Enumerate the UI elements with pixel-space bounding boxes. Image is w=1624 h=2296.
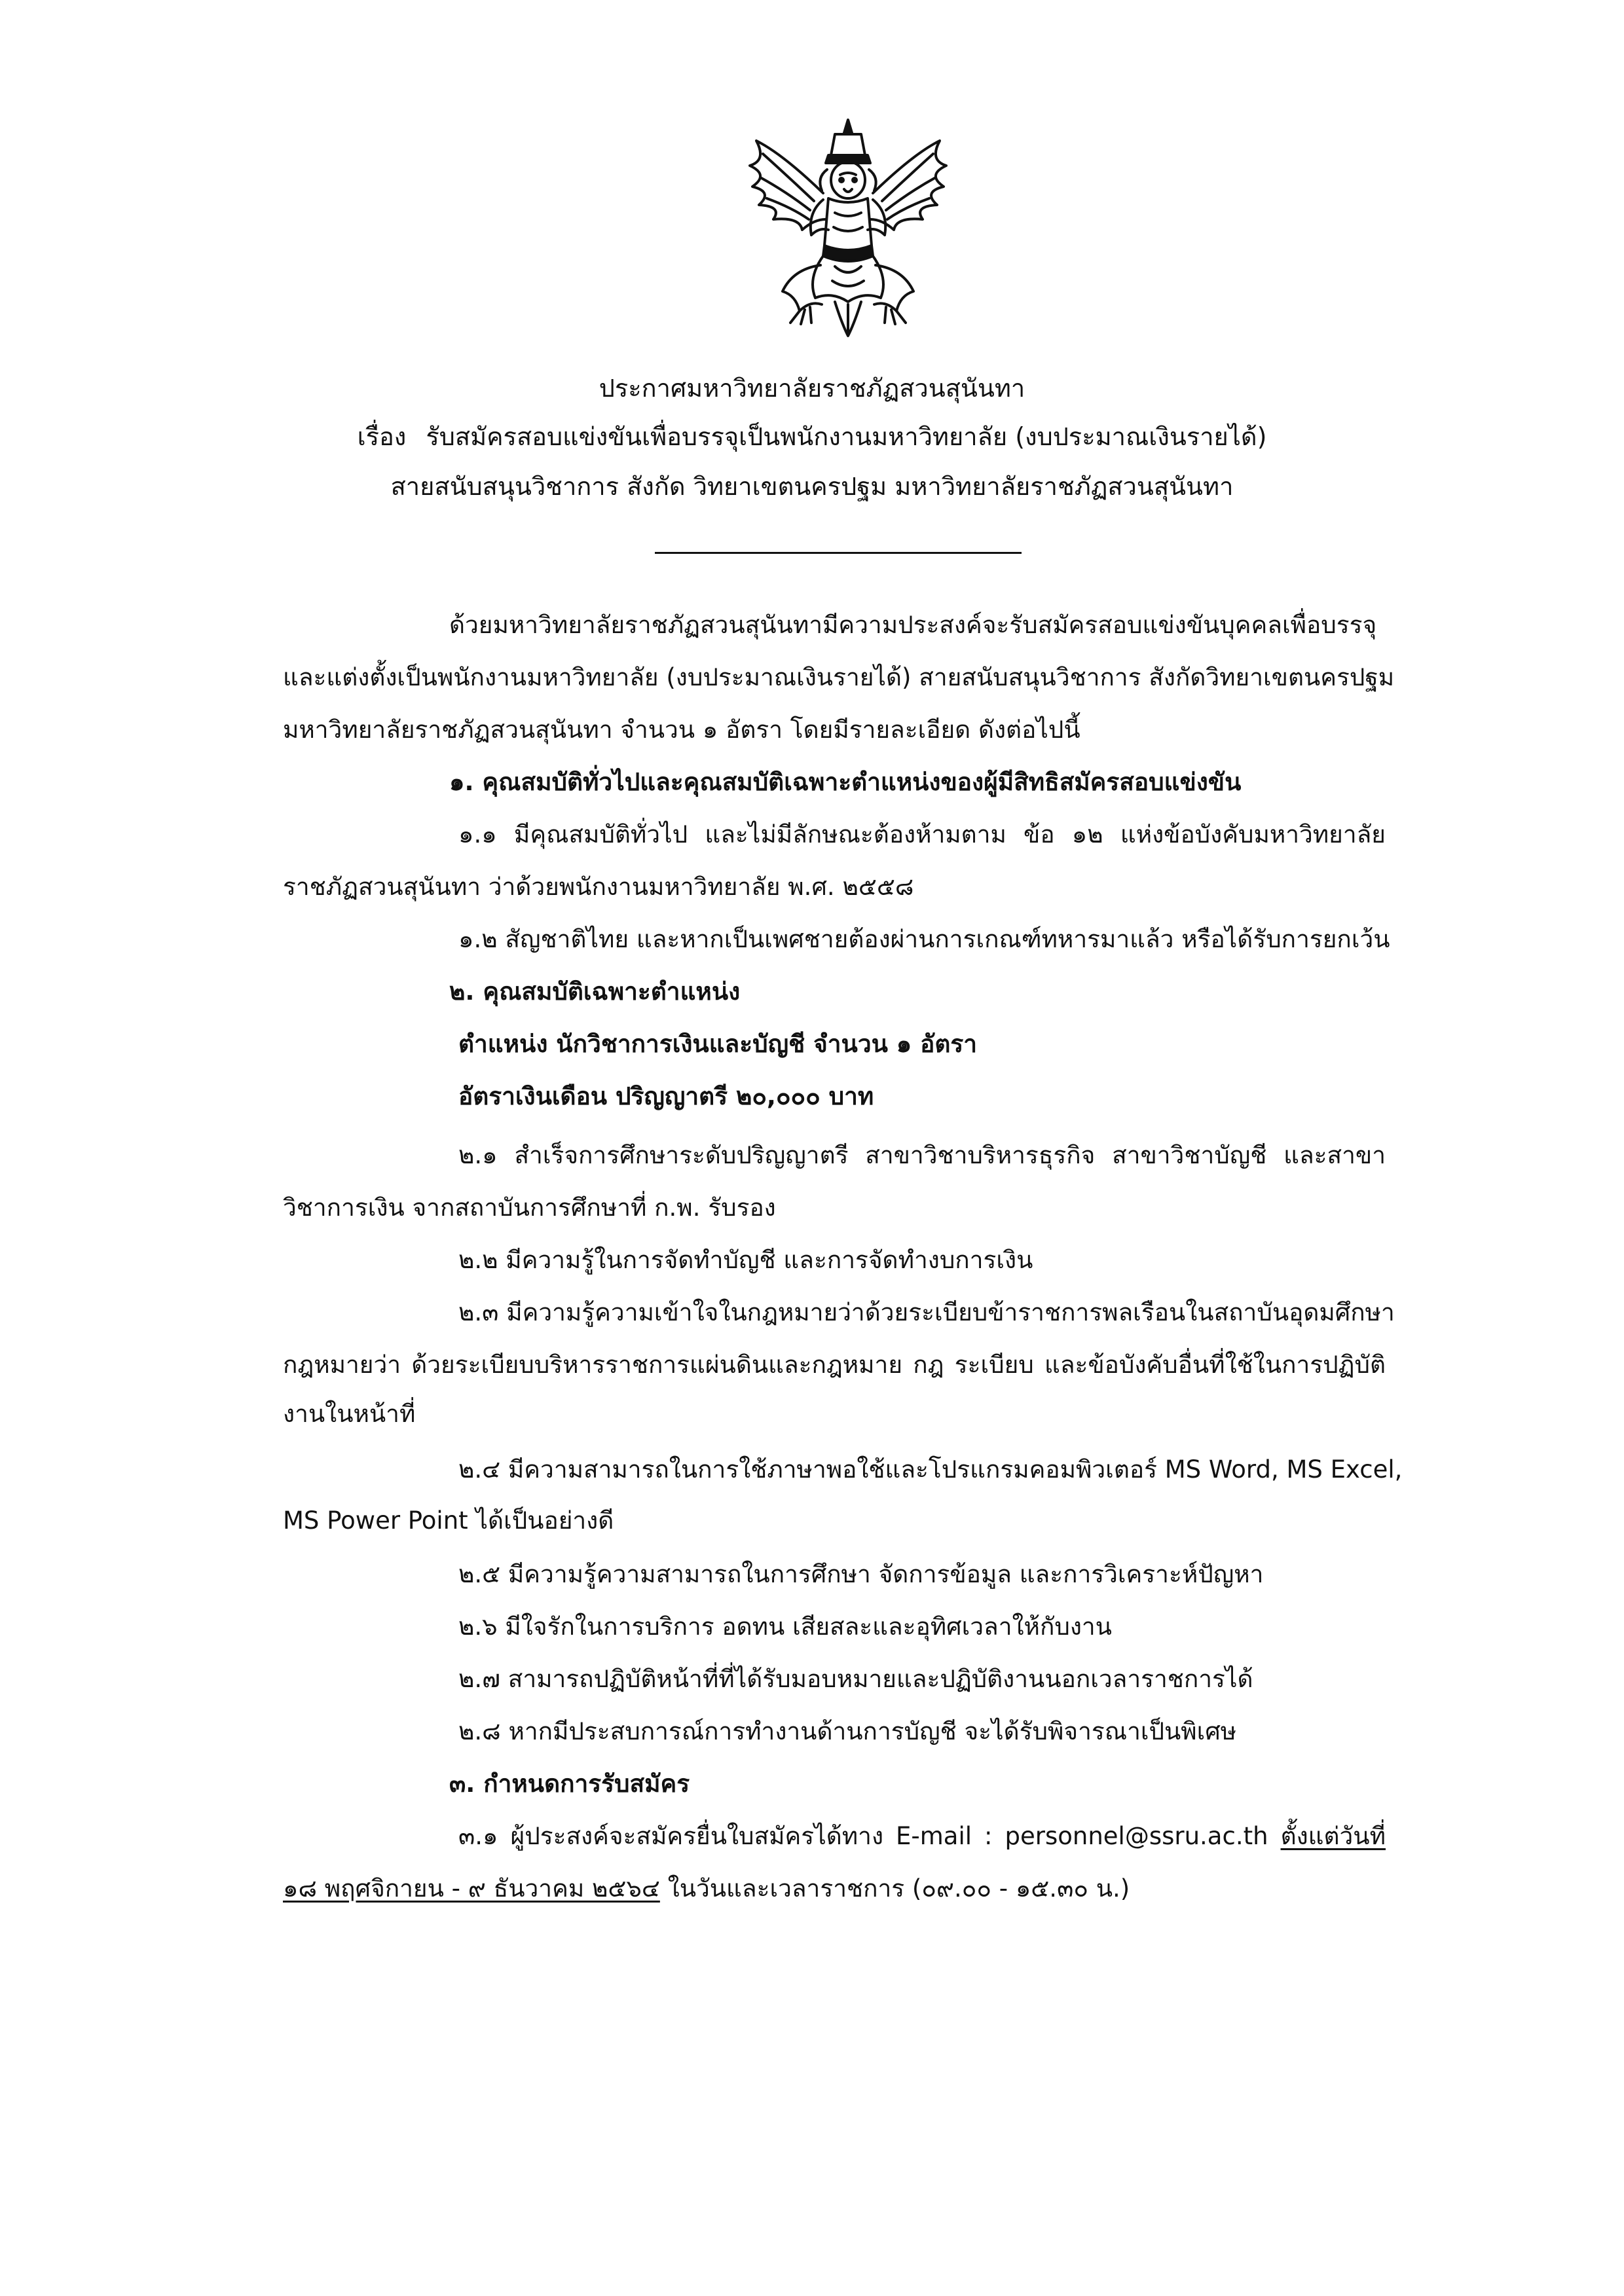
section-2-item-8: ๒.๘ หากมีประสบการณ์การทำงานด้านการบัญชี จะได้รับพิจารณาเป็นพิเศษ	[458, 1717, 1237, 1745]
application-email-text: ๓.๑ ผู้ประสงค์จะสมัครยื่นใบสมัครได้ทาง E-mail : personnel@ssru.ac.th	[458, 1822, 1268, 1850]
subject-label: เรื่อง	[357, 422, 407, 451]
application-office-hours: ในวันและเวลาราชการ (๐๙.๐๐ - ๑๕.๓๐ น.)	[667, 1874, 1130, 1903]
section-3-heading: ๓. กำหนดการรับสมัคร	[449, 1770, 690, 1798]
subject-line	[0, 420, 1624, 453]
subject-text: รับสมัครสอบแข่งขันเพื่อบรรจุเป็นพนักงานมหาวิทยาลัย (งบประมาณเงินรายได้)	[426, 422, 1267, 451]
salary-line: อัตราเงินเดือน ปริญญาตรี ๒๐,๐๐๐ บาท	[458, 1082, 874, 1110]
section-2-item-3-line-1: ๒.๓ มีความรู้ความเข้าใจในกฎหมายว่าด้วยระเบียบข้าราชการพลเรือนในสถาบันอุดมศึกษา	[458, 1298, 1395, 1326]
section-3-item-1-line-2	[283, 1872, 1130, 1905]
section-2-item-4-line-2: MS Power Point ได้เป็นอย่างดี	[283, 1506, 614, 1535]
garuda-emblem-icon	[737, 115, 959, 344]
section-2-item-6: ๒.๖ มีใจรักในการบริการ อดทน เสียสละและอุทิศเวลาให้กับงาน	[458, 1613, 1112, 1641]
section-2-item-5: ๒.๕ มีความรู้ความสามารถในการศึกษา จัดการข้อมูล และการวิเคราะห์ปัญหา	[458, 1560, 1264, 1588]
subject-line-2: สายสนับสนุนวิชาการ สังกัด วิทยาเขตนครปฐม มหาวิทยาลัยราชภัฏสวนสุนันทา	[390, 472, 1234, 501]
section-2-item-1-line-2: วิชาการเงิน จากสถาบันการศึกษาที่ ก.พ. รับรอง	[283, 1194, 776, 1222]
section-2-item-2: ๒.๒ มีความรู้ในการจัดทำบัญชี และการจัดทำงบการเงิน	[458, 1246, 1033, 1274]
section-1-heading: ๑. คุณสมบัติทั่วไปและคุณสมบัติเฉพาะตำแหน่งของผู้มีสิทธิสมัครสอบแข่งขัน	[449, 768, 1242, 796]
section-2-heading: ๒. คุณสมบัติเฉพาะตำแหน่ง	[449, 977, 741, 1006]
section-2-item-1-line-1: ๒.๑ สำเร็จการศึกษาระดับปริญญาตรี สาขาวิชาบริหารธุรกิจ สาขาวิชาบัญชี และสาขา	[458, 1141, 1386, 1169]
intro-line-1: ด้วยมหาวิทยาลัยราชภัฏสวนสุนันทามีความประสงค์จะรับสมัครสอบแข่งขันบุคคลเพื่อบรรจุ	[449, 611, 1377, 639]
intro-line-2: และแต่งตั้งเป็นพนักงานมหาวิทยาลัย (งบประมาณเงินรายได้) สายสนับสนุนวิชาการ สังกัดวิทยาเขตนครปฐม	[283, 663, 1395, 691]
section-2-item-4-line-1: ๒.๔ มีความสามารถในการใช้ภาษาพอใช้และโปรแกรมคอมพิวเตอร์ MS Word, MS Excel,	[458, 1455, 1403, 1484]
section-1-item-1-line-1: ๑.๑ มีคุณสมบัติทั่วไป และไม่มีลักษณะต้องห้ามตาม ข้อ ๑๒ แห่งข้อบังคับมหาวิทยาลัย	[458, 820, 1386, 848]
announcement-title: ประกาศมหาวิทยาลัยราชภัฏสวนสุนันทา	[599, 374, 1025, 403]
section-1-item-1-line-2: ราชภัฏสวนสุนันทา ว่าด้วยพนักงานมหาวิทยาลัย พ.ศ. ๒๕๕๘	[283, 873, 914, 901]
application-start-label: ตั้งแต่วันที่	[1280, 1822, 1386, 1850]
application-date-range: ๑๘ พฤศจิกายน - ๙ ธันวาคม ๒๕๖๔	[283, 1874, 660, 1903]
header-divider	[655, 552, 1022, 554]
section-2-item-3-line-2: กฎหมายว่า ด้วยระเบียบบริหารราชการแผ่นดินและกฎหมาย กฎ ระเบียบ และข้อบังคับอื่นที่ใช้ในการปฏิบัติ	[283, 1351, 1386, 1379]
position-title: ตำแหน่ง นักวิชาการเงินและบัญชี จำนวน ๑ อัตรา	[458, 1030, 978, 1058]
section-3-item-1-line-1	[458, 1820, 1386, 1853]
section-2-item-7: ๒.๗ สามารถปฏิบัติหน้าที่ที่ได้รับมอบหมายและปฏิบัติงานนอกเวลาราชการได้	[458, 1665, 1253, 1693]
intro-line-3: มหาวิทยาลัยราชภัฏสวนสุนันทา จำนวน ๑ อัตรา โดยมีรายละเอียด ดังต่อไปนี้	[283, 716, 1080, 744]
section-2-item-3-line-3: งานในหน้าที่	[283, 1400, 416, 1428]
section-1-item-2: ๑.๒ สัญชาติไทย และหากเป็นเพศชายต้องผ่านการเกณฑ์ทหารมาแล้ว หรือได้รับการยกเว้น	[458, 925, 1390, 953]
